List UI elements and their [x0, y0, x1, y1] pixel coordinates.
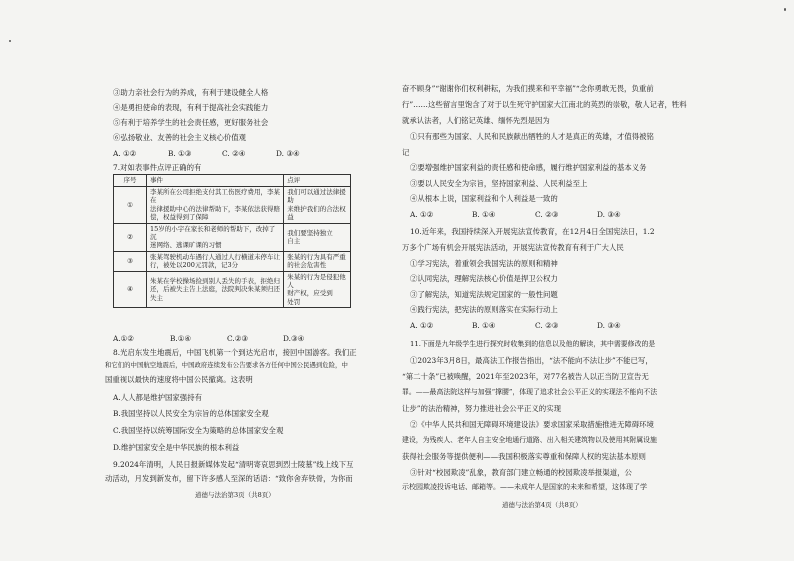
- choice-3: ③要以人民安全为宗旨，坚持国家利益、人民利益至上: [410, 179, 588, 188]
- table-row: [114, 187, 351, 224]
- choice-3: ③了解宪法，知道宪法规定国家的一般性问题: [410, 290, 558, 299]
- option-d: D. ③④: [597, 321, 621, 330]
- event-line: 朱某在学校操场捡到别人丢失的手表，拒绝归: [150, 276, 281, 285]
- comment-line: 朱某的行为是侵犯他人: [287, 272, 346, 290]
- question-7-stem: 7.对如表事件点评正确的有: [113, 163, 202, 172]
- row-no: ②: [114, 223, 147, 251]
- scan-speck: [420, 283, 421, 284]
- event-line: 15岁的小宇在家长和老师的帮助下，改掉了沉: [150, 224, 276, 242]
- option-a: A. ①②: [410, 210, 434, 219]
- event-line: 偿，权益得到了保障: [150, 213, 209, 222]
- choice-4: ④从根本上说，国家利益和个人利益是一致的: [410, 194, 558, 203]
- event-table: [113, 174, 351, 308]
- text-line: ⑥弘扬敬业、友善的社会主义核心价值观: [113, 133, 247, 142]
- row-comment: [284, 251, 351, 271]
- table-header-row: [114, 175, 351, 187]
- option-d: D.维护国家安全是中华民族的根本利益: [113, 443, 240, 452]
- event-line: 张某驾驶机动车遇行人通过人行横道未停车让: [150, 252, 281, 261]
- question-8-line: 和它们的中国航空地震后，中国政府连续发布公告要求各方任何中国公民遇到危险，中: [105, 361, 348, 369]
- option-b: B. ①④: [472, 321, 496, 330]
- event-line: 法律援助中心的法律帮助下，李某依法获得赔: [150, 204, 281, 213]
- comment-line: 自主: [287, 237, 301, 246]
- choice-2: ②认同宪法，理解宪法核心价值是捍卫公权力: [410, 274, 558, 283]
- question-11-line: ③针对“校园欺凌”乱象，教育部门建立畅通的校园欺凌举报渠道，公: [410, 468, 632, 477]
- row-comment: [284, 271, 351, 308]
- option-c: C. ②④: [222, 149, 246, 158]
- question-10-line: 万多个广场有机会开展宪法活动，开展宪法宣传教育有利于广大人民: [402, 243, 624, 252]
- question-11-line: 11.下面是九年级学生进行探究时收集到的信息以及他的解读，其中需要修改的是: [410, 340, 656, 348]
- option-c: C.②③: [227, 334, 248, 343]
- event-line: 还，后被失主告上法庭，法院判决朱某须归还: [150, 285, 281, 294]
- header-no: 序号: [114, 175, 147, 187]
- option-d: D. ③④: [597, 210, 621, 219]
- text-line: 行”……这些留言里饱含了对于以生死守护国家大江南北的英烈的崇敬，敬人记者，牲料: [402, 100, 687, 109]
- question-11-line: 让步”的法治精神，努力推进社会公平正义的实现: [402, 404, 561, 413]
- row-comment: [284, 223, 351, 251]
- page-footer: 道德与法治第4页（共8页）: [502, 501, 582, 509]
- table-row: [114, 223, 351, 251]
- question-11-line: 示校园欺凌投诉电话、邮箱等。——未成年人是国家的未来和希望，这体现了学: [402, 483, 647, 491]
- page-4: [397, 0, 794, 561]
- text-line: 就承认法者，人们铭记英雄、缅怀先烈是因为: [402, 116, 550, 125]
- text-line: 奋不顾身”“谢谢你们权利耕耘，为我们摸来和平幸福”“念你勇敢无畏，负重前: [402, 84, 654, 93]
- option-a: A. ①②: [113, 149, 137, 158]
- question-11-line: 建设，为残疾人、老年人自主安全地通行道路、出入相关建筑物以及使用其附属设施: [402, 436, 657, 444]
- text-line: ⑤有利于培养学生的社会责任感，更好服务社会: [113, 118, 269, 127]
- question-9-line: 9.2024年清明，人民日报新媒体发起“清明寄哀思到烈士陵墓”线上线下互: [113, 460, 354, 469]
- comment-line: 财产权，应受到: [287, 289, 333, 298]
- row-no: ①: [114, 187, 147, 224]
- row-comment: [284, 187, 351, 224]
- comment-line: 我们可以通过法律援助: [287, 188, 346, 205]
- option-a: A. ①②: [410, 321, 434, 330]
- comment-line: 益: [287, 213, 294, 222]
- option-b: B.①④: [170, 334, 192, 343]
- table-row: [114, 251, 351, 271]
- question-11-line: ①2023年3月8日，最高法工作报告指出，“法不能向不法让步”不能已写，: [410, 356, 653, 365]
- option-c: C. ②③: [535, 210, 559, 219]
- event-line: 迷网络、逃课旷课的习惯: [150, 241, 222, 250]
- comment-line: 来维护我们的合法权: [287, 204, 346, 213]
- question-8-line: 8.光启东发生地震后，中国飞机第一个到达光启市，接回中国游客。我们正: [113, 348, 357, 357]
- question-11-line: ②《中华人民共和国无障碍环境建设法》要求国家采取措施推进无障碍环境: [410, 420, 654, 429]
- event-line: 行，被处以200元罚款，记3分: [150, 261, 239, 270]
- choice-2: ②要增强维护国家利益的责任感和使命感，履行维护国家利益的基本义务: [410, 163, 647, 172]
- option-d: D. ③④: [276, 149, 300, 158]
- row-event: [147, 223, 284, 251]
- question-8-line: 国重视以最快的速度将中国公民撤离。这表明: [105, 375, 253, 384]
- comment-line: 我们要坚持独立: [287, 228, 333, 237]
- option-c: C.我国坚持以统筹国际安全为策略的总体国家安全观: [113, 426, 284, 435]
- choice-1: ①学习宪法，着重领会我国宪法的原则和精神: [410, 259, 558, 268]
- choice-1: ①只有那些为国家、人民和民族献出牺牲的人才是真正的英雄，才值得被铭: [410, 132, 654, 141]
- row-event: [147, 271, 284, 308]
- row-no: ③: [114, 251, 147, 271]
- comment-line: 处罚: [287, 297, 301, 306]
- option-c: C. ②③: [535, 321, 559, 330]
- scan-speck: [9, 40, 11, 42]
- header-comment: 点评: [284, 175, 351, 187]
- row-event: [147, 187, 284, 224]
- option-d: D.③④: [283, 334, 305, 343]
- table-row: [114, 271, 351, 308]
- page-footer: 道德与法治第3页（共8页）: [195, 491, 275, 499]
- option-b: B. ①④: [472, 210, 496, 219]
- event-line: 李某所在公司拒绝支付其工伤医疗费用，李某在: [150, 188, 281, 205]
- option-a: A.人人都是维护国家强持有: [113, 393, 202, 402]
- question-10-line: 10.近年来，我国持续深入开展宪法宣传教育，在12月4日全国宪法日，1.2: [410, 227, 655, 236]
- question-11-line: 罪。——最高法院这样与加强“撑腰”，体现了追求社会公平正义的实现法不能向不法: [402, 388, 658, 396]
- event-line: 失主: [150, 293, 164, 302]
- scan-speck: [784, 8, 786, 11]
- question-11-line: “第二十条”已被唤醒，2021年至2023年，对77名被告人以正当防卫宣告无: [402, 372, 649, 381]
- comment-line: 的社会危害性: [287, 261, 327, 270]
- comment-line: 张某的行为具有严重: [287, 252, 346, 261]
- question-9-line: 动活动，月发到新发布，留下许多感人至深的话语：“致你舍弃铁骨，为你而: [105, 474, 353, 483]
- choice-1-cont: 记: [402, 148, 410, 157]
- text-line: ③助力亲社会行为的养成，有利于建设健全人格: [113, 88, 269, 97]
- text-line: ④是勇担使命的表现，有利于提高社会实践能力: [113, 103, 269, 112]
- choice-4: ④践行宪法，把宪法的原则落实在实际行动上: [410, 305, 558, 314]
- question-11-line: 获得社会服务等提供便利——我国积极落实尊重和保障人权的宪法基本原则: [402, 452, 646, 461]
- header-event: 事件: [147, 175, 284, 187]
- option-b: B.我国坚持以人民安全为宗旨的总体国家安全观: [113, 409, 269, 418]
- option-a: A.①②: [113, 334, 134, 343]
- row-no: ④: [114, 271, 147, 308]
- option-b: B. ①③: [168, 149, 192, 158]
- row-event: [147, 251, 284, 271]
